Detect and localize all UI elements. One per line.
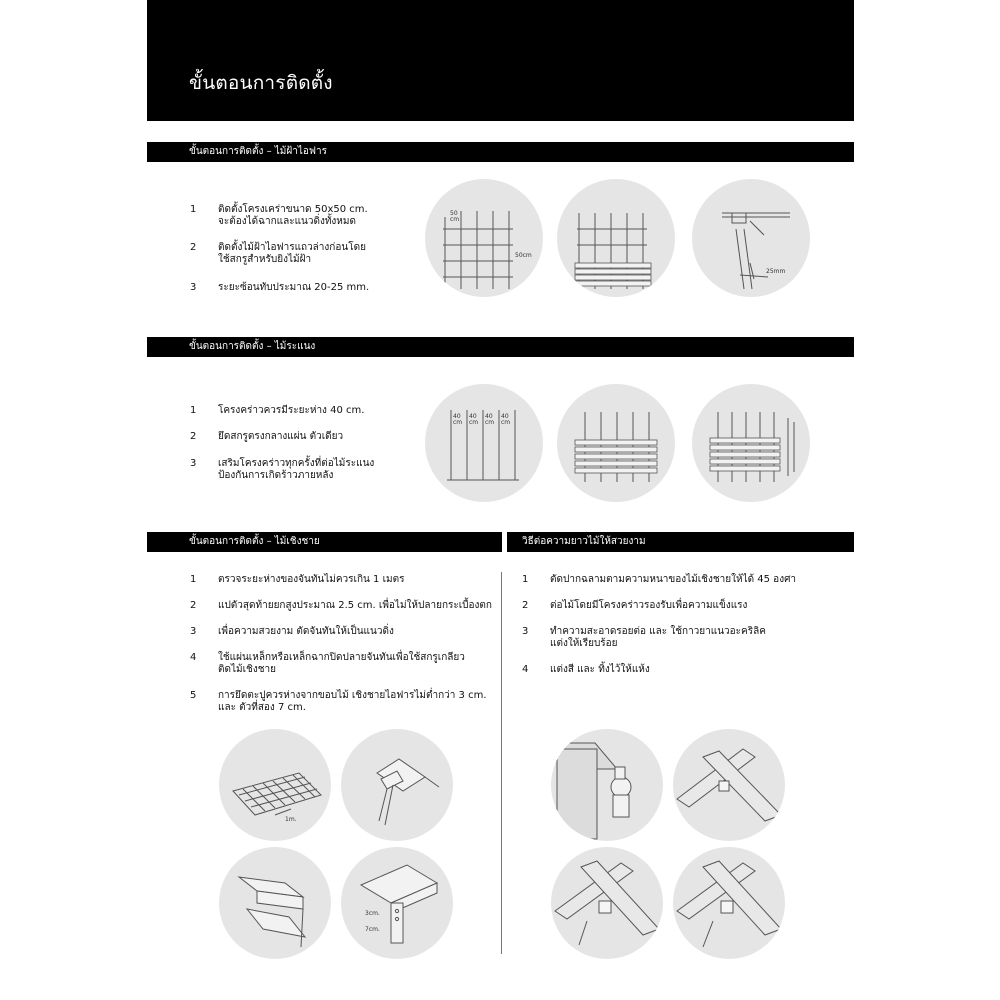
ceiling-overlap-detail-illustration	[692, 179, 810, 297]
purlin-raise-illustration	[341, 729, 453, 841]
step-number: 3	[522, 626, 529, 637]
step-text: การยึดตะปูควรห่างจากขอบไม้ เชิงชายไอฟารไม่ต่ำกว่า 3 cm. และ ตัวที่สอง 7 cm.	[218, 690, 487, 713]
section-joint-title-bar	[507, 532, 854, 552]
step-number: 3	[190, 626, 197, 637]
slat-boards-illustration	[557, 384, 675, 502]
miter-cut-illustration	[551, 729, 663, 841]
step-text: เสริมโครงคร่าวทุกครั้งที่ต่อไม้ระแนง ป้องกันการเกิดร้าวภายหลัง	[218, 458, 375, 481]
step-text: ต่อไม้โดยมีโครงคร่าวรองรับเพื่อความแข็งแรง	[550, 600, 748, 611]
gap-unit: cm	[453, 419, 463, 426]
step-text: ตัดปากฉลามตามความหนาของไม้เชิงชายให้ได้ 45 องศา	[550, 574, 797, 585]
gap-label: 40	[501, 413, 509, 420]
step-number: 5	[190, 690, 197, 701]
step-text: เพื่อความสวยงาม ตัดจันทันให้เป็นแนวดิ่ง	[218, 626, 394, 637]
gap-unit: cm	[485, 419, 495, 426]
page-title: ขั้นตอนการติดตั้ง	[189, 72, 333, 94]
joint-support-illustration	[673, 729, 785, 841]
step-number: 2	[522, 600, 529, 611]
ceiling-board-illustration	[557, 179, 675, 297]
overlap-label: 25mm	[766, 268, 786, 275]
step-text: ตรวจระยะห่างของจันทันไม่ควรเกิน 1 เมตร	[218, 574, 405, 585]
step-number: 1	[190, 204, 197, 215]
section-fascia-title-bar	[147, 532, 502, 552]
rafter-spacing-label: 1m.	[285, 816, 297, 823]
gap-label: 40	[453, 413, 461, 420]
step-number: 3	[190, 458, 197, 469]
step-number: 2	[190, 600, 197, 611]
step-text: แปตัวสุดท้ายยกสูงประมาณ 2.5 cm. เพื่อไม่ให้ปลายกระเบื้องตก	[218, 600, 492, 611]
step-number: 1	[190, 574, 197, 585]
step-number: 2	[190, 431, 197, 442]
joint-paint-illustration	[673, 847, 785, 959]
frame-side-label: 50cm	[515, 252, 532, 259]
slat-joint-illustration	[692, 384, 810, 502]
rafter-spacing-illustration	[219, 729, 331, 841]
gap-label: 40	[469, 413, 477, 420]
joint-sealant-illustration	[551, 847, 663, 959]
step-text: แต่งสี และ ทิ้งไว้ให้แห้ง	[550, 664, 650, 675]
step-text: ยึดสกรูตรงกลางแผ่น ตัวเดียว	[218, 431, 344, 442]
gap-unit: cm	[501, 419, 511, 426]
frame-top-label: 50	[450, 210, 458, 217]
gap-label: 40	[485, 413, 493, 420]
section-ceiling-title: ขั้นตอนการติดตั้ง – ไม้ฝ้าไอฟาร	[189, 146, 327, 157]
section-fascia-title: ขั้นตอนการติดตั้ง – ไม้เชิงชาย	[189, 536, 320, 547]
page-header	[147, 0, 854, 121]
nail-second-label: 7cm.	[365, 926, 380, 933]
step-number: 1	[522, 574, 529, 585]
step-number: 3	[190, 282, 197, 293]
rafter-endplate-illustration	[219, 847, 331, 959]
step-text: โครงคร่าวควรมีระยะห่าง 40 cm.	[218, 405, 365, 416]
step-text: ระยะซ้อนทับประมาณ 20-25 mm.	[218, 282, 370, 293]
step-text: ติดตั้งโครงเคร่าขนาด 50x50 cm. จะต้องได้ฉากและแนวดิ่งทั้งหมด	[218, 204, 368, 227]
frame-top-unit: cm	[450, 216, 460, 223]
section-slat-title: ขั้นตอนการติดตั้ง – ไม้ระแนง	[189, 341, 316, 352]
step-number: 4	[522, 664, 529, 675]
step-text: ใช้แผ่นเหล็กหรือเหล็กฉากปิดปลายจันทันเพื่อใช้สกรูเกลียว ติดไม้เชิงชาย	[218, 652, 465, 675]
gap-unit: cm	[469, 419, 479, 426]
step-number: 2	[190, 242, 197, 253]
step-number: 4	[190, 652, 197, 663]
step-text: ติดตั้งไม้ฝ้าไอฟารแถวล่างก่อนโดย ใช้สกรูสำหรับยิงไม้ฝ้า	[218, 242, 366, 265]
nail-first-label: 3cm.	[365, 910, 380, 917]
section-ceiling-title-bar	[147, 142, 854, 162]
step-number: 1	[190, 405, 197, 416]
step-text: ทำความสะอาดรอยต่อ และ ใช้กาวยาแนวอะคริลิค แต่งให้เรียบร้อย	[550, 626, 766, 649]
section-joint-title: วิธีต่อความยาวไม้ให้สวยงาม	[522, 536, 646, 547]
slat-frame-illustration	[425, 384, 543, 502]
fascia-nail-illustration	[341, 847, 453, 959]
section-slat-title-bar	[147, 337, 854, 357]
ceiling-frame-illustration	[425, 179, 543, 297]
